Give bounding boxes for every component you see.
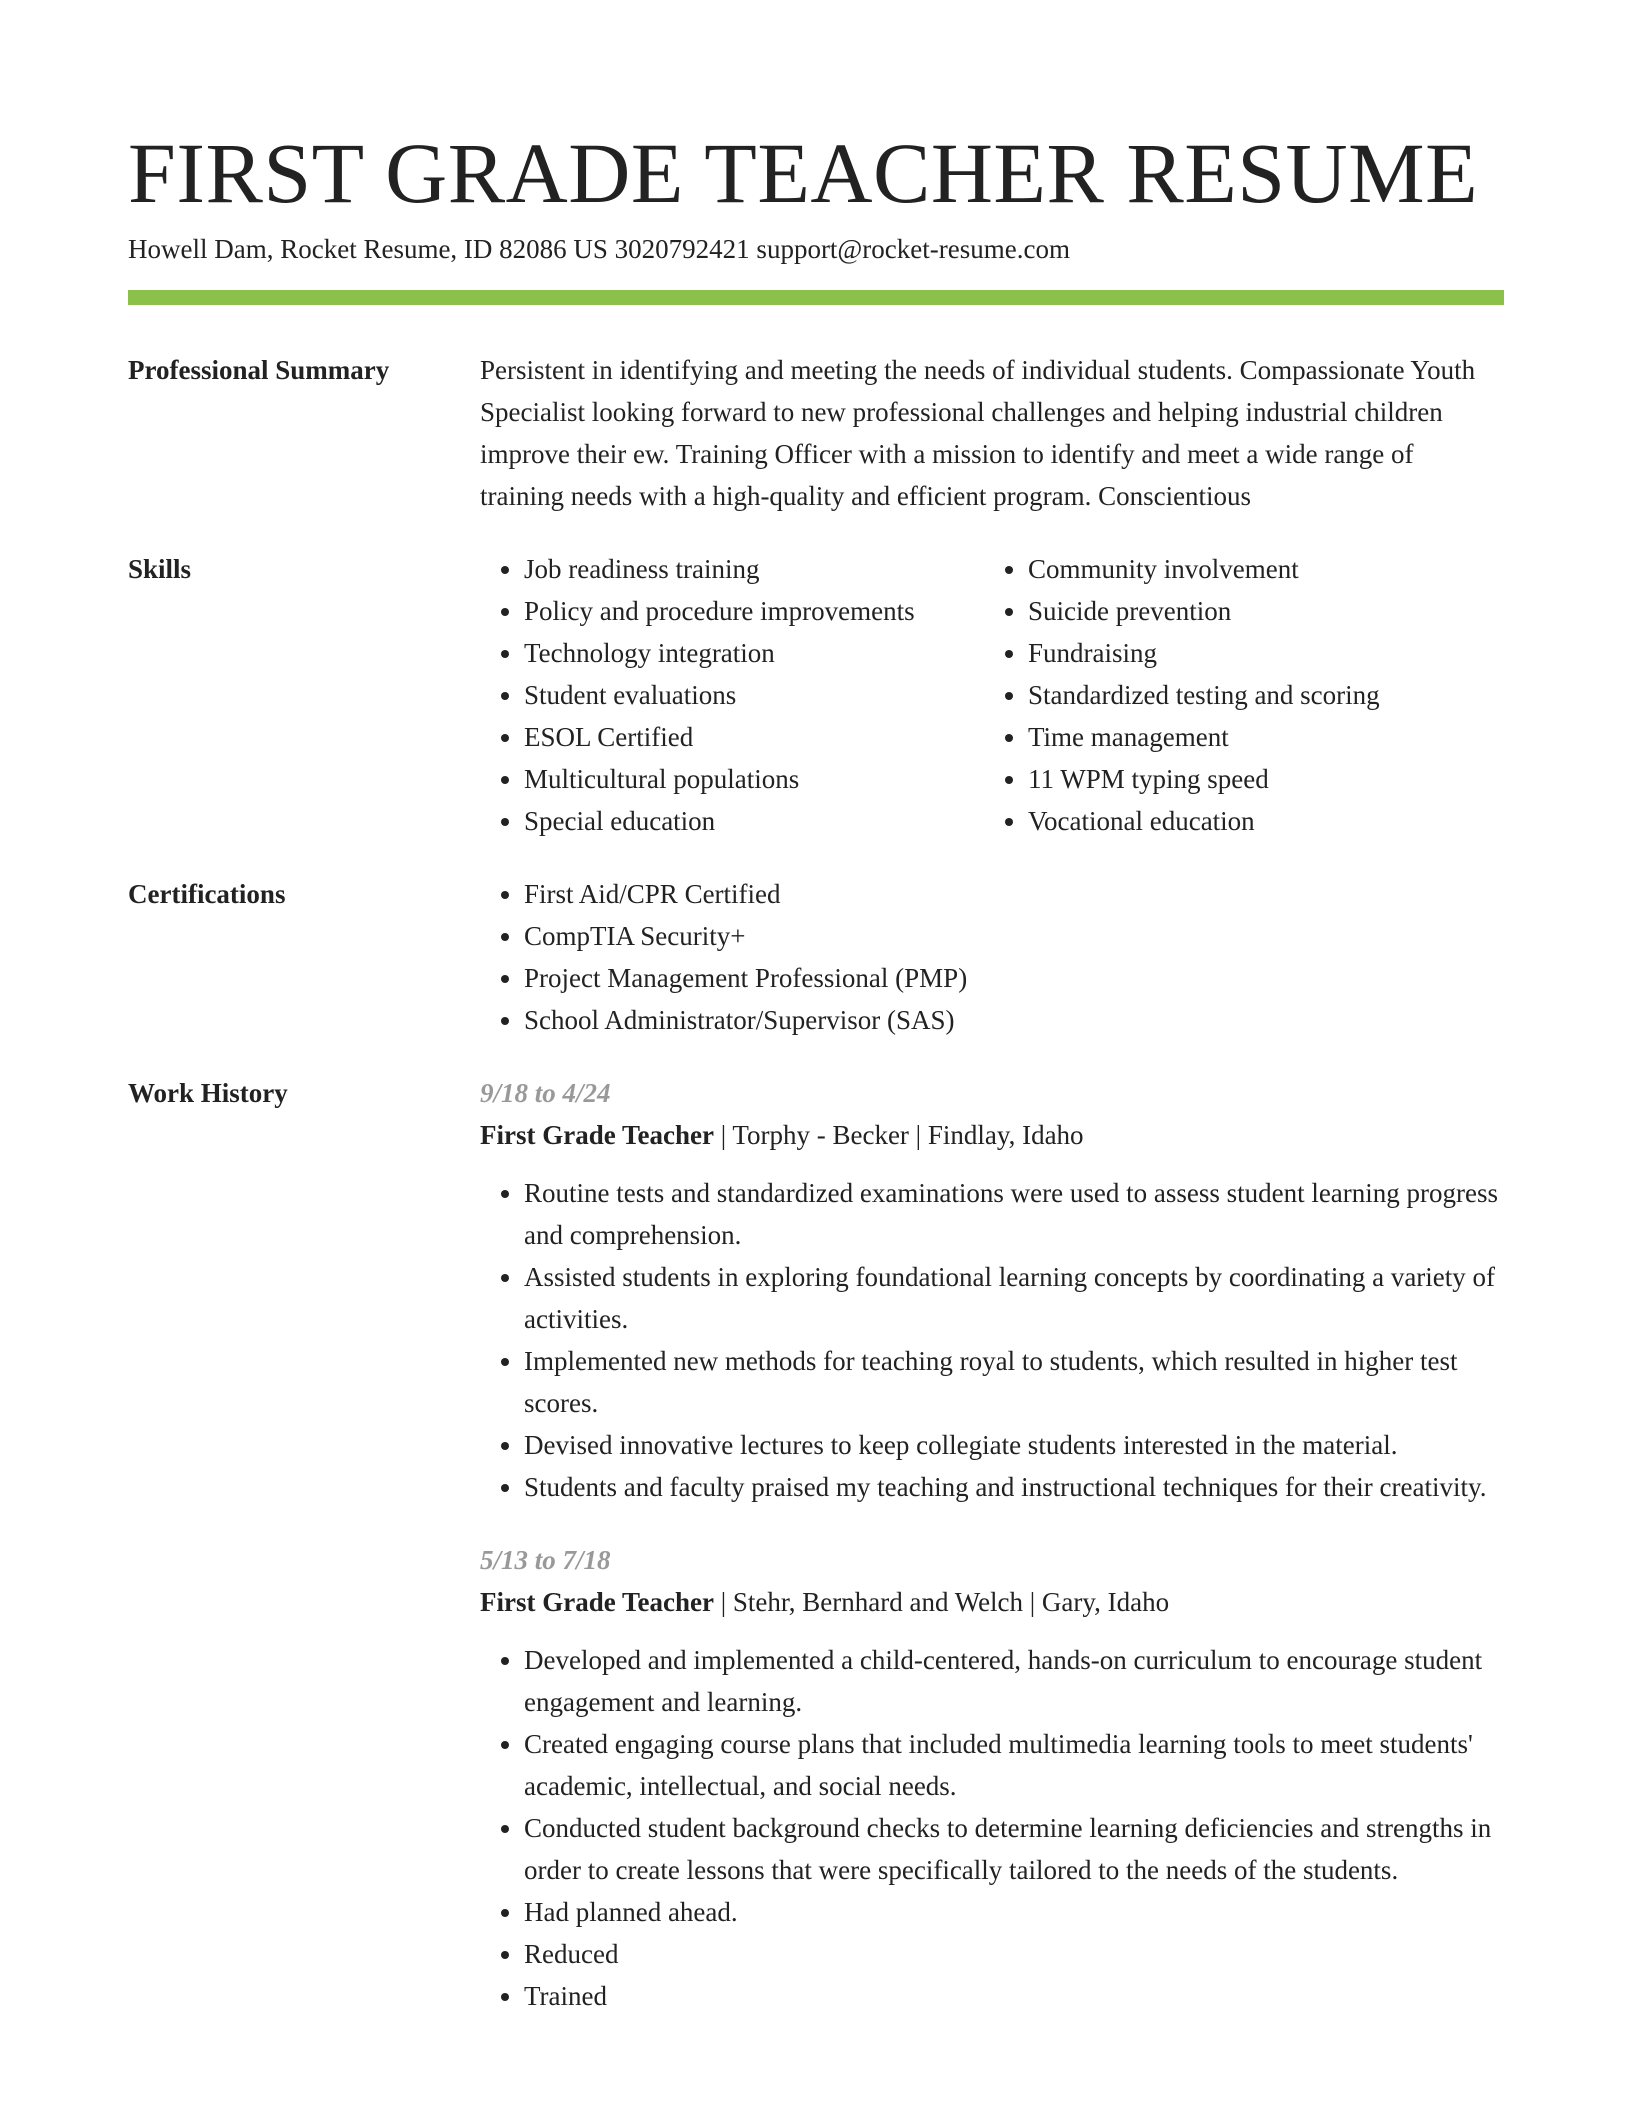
skill-item: • Policy and procedure improvements	[524, 590, 984, 632]
job-bullet: • Had planned ahead.	[524, 1891, 1504, 1933]
certification-item: • Project Management Professional (PMP)	[524, 957, 1504, 999]
job-details: | Torphy - Becker | Findlay, Idaho	[713, 1120, 1084, 1150]
summary-label: Professional Summary	[128, 355, 390, 385]
skill-item: • 11 WPM typing speed	[1028, 758, 1488, 800]
skill-item: • ESOL Certified	[524, 716, 984, 758]
job-details: | Stehr, Bernhard and Welch | Gary, Idaho	[713, 1587, 1170, 1617]
header-divider	[128, 290, 1504, 305]
skills-list-left	[480, 548, 984, 842]
job-bullet: • Devised innovative lectures to keep collegiate students interested in the material.	[524, 1424, 1504, 1466]
skill-item: • Student evaluations	[524, 674, 984, 716]
job-entry	[480, 1539, 1504, 2017]
skill-item: • Job readiness training	[524, 548, 984, 590]
certification-item: • School Administrator/Supervisor (SAS)	[524, 999, 1504, 1041]
certification-item: • CompTIA Security+	[524, 915, 1504, 957]
job-bullets	[480, 1639, 1504, 2017]
summary-text: Persistent in identifying and meeting the needs of individual students. Compassionate Youth Specialist looking forward to new professional challenges and helping industrial children improve their ew. Training Officer with a mission to identify and meet a wide range of training needs with a high-quality and efficient program. Conscientious	[480, 355, 1476, 511]
skill-item: • Technology integration	[524, 632, 984, 674]
skill-item: • Standardized testing and scoring	[1028, 674, 1488, 716]
certifications-section	[128, 873, 1504, 1041]
job-bullet: • Routine tests and standardized examinations were used to assess student learning progress and comprehension.	[524, 1172, 1504, 1256]
job-heading	[480, 1581, 1504, 1623]
job-bullet: • Assisted students in exploring foundational learning concepts by coordinating a variety of activities.	[524, 1256, 1504, 1340]
job-heading	[480, 1114, 1504, 1156]
job-bullet: • Conducted student background checks to determine learning deficiencies and strengths in order to create lessons that were specifically tailored to the needs of the students.	[524, 1807, 1504, 1891]
skill-item: • Community involvement	[1028, 548, 1488, 590]
job-bullet: • Developed and implemented a child-centered, hands-on curriculum to encourage student engagement and learning.	[524, 1639, 1504, 1723]
skill-item: • Special education	[524, 800, 984, 842]
job-bullet: • Reduced	[524, 1933, 1504, 1975]
job-date: 9/18 to 4/24	[480, 1078, 611, 1108]
skills-label: Skills	[128, 554, 192, 584]
job-date: 5/13 to 7/18	[480, 1545, 611, 1575]
job-bullet: • Students and faculty praised my teaching and instructional techniques for their creativity.	[524, 1466, 1504, 1508]
skills-section	[128, 548, 1504, 842]
skill-item: • Suicide prevention	[1028, 590, 1488, 632]
work-history-section	[128, 1072, 1504, 2017]
skills-list-right	[984, 548, 1488, 842]
job-bullet: • Trained	[524, 1975, 1504, 2017]
job-title: First Grade Teacher	[480, 1120, 714, 1150]
summary-section	[128, 349, 1504, 517]
job-bullet: • Implemented new methods for teaching royal to students, which resulted in higher test scores.	[524, 1340, 1504, 1424]
job-bullets	[480, 1172, 1504, 1508]
job-entry	[480, 1072, 1504, 1508]
job-title: First Grade Teacher	[480, 1587, 714, 1617]
certifications-list	[480, 873, 1504, 1041]
job-bullet: • Created engaging course plans that included multimedia learning tools to meet students' academic, intellectual, and social needs.	[524, 1723, 1504, 1807]
skill-item: • Fundraising	[1028, 632, 1488, 674]
skill-item: • Time management	[1028, 716, 1488, 758]
resume-title: FIRST GRADE TEACHER RESUME	[128, 125, 1479, 221]
skill-item: • Vocational education	[1028, 800, 1488, 842]
contact-line: Howell Dam, Rocket Resume, ID 82086 US 3020792421 support@rocket-resume.com	[128, 234, 1070, 264]
work-history-label: Work History	[128, 1078, 288, 1108]
resume-page	[128, 125, 1504, 2017]
skill-item: • Multicultural populations	[524, 758, 984, 800]
certifications-label: Certifications	[128, 879, 286, 909]
certification-item: • First Aid/CPR Certified	[524, 873, 1504, 915]
